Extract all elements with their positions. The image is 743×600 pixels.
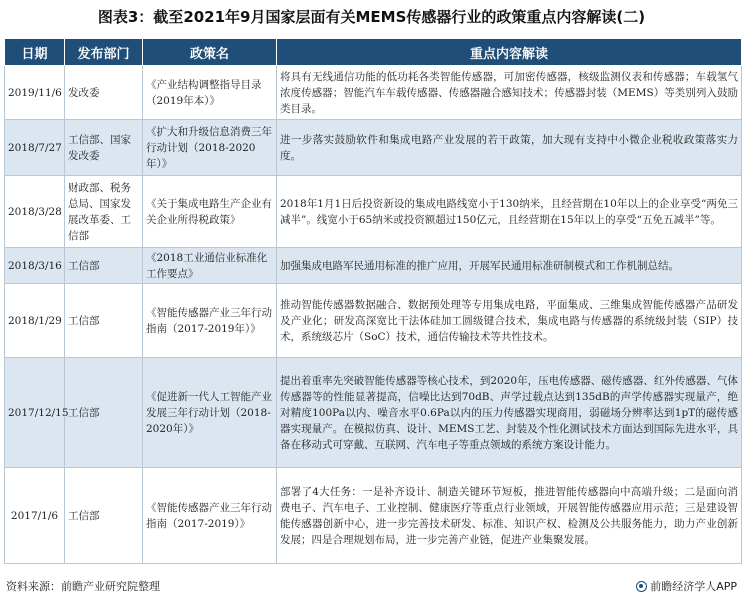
table-row (5, 176, 742, 248)
table-row (5, 248, 742, 284)
brand-credit (636, 578, 737, 594)
cell-dept: 工信部、国家发改委 (65, 120, 143, 176)
cell-content: 将具有无线通信功能的低功耗各类智能传感器，可加密传感器，核级监测仪表和传感器；车载氢气浓度传感器；智能汽车车载传感器、传感器融合感知技术；传感器封装（MEMS）等类别列入鼓励类目录。 (277, 66, 742, 120)
cell-content: 推动智能传感器数据融合、数据预处理等专用集成电路，平面集成、三维集成智能传感器产品研发及产业化；研发高深宽比干法体硅加工圆级键合技术，集成电路与传感器的系统级封装（SIP）技术，系统级芯片（SoC）技术，通信传输技术等共性技术。 (277, 284, 742, 358)
cell-content: 提出着重率先突破智能传感器等核心技术，到2020年，压电传感器、磁传感器、红外传感器、气体传感器等的性能显著提高，信噪比达到70dB、声学过载点达到135dB的声学传感器实现量产，绝对精度100Pa以内、噪音水平0.6Pa以内的压力传感器实现商用，弱磁场分辨率达到1pT的磁传感器实现量产。在模拟仿真、设计、MEMS工艺、封装及个性化测试技术方面达到国际先进水平，具备在移动式可穿戴、互联网、汽车电子等重点领域的系统方案设计能力。 (277, 358, 742, 468)
source-note: 资料来源：前瞻产业研究院整理 (6, 580, 160, 593)
cell-policy-name: 《智能传感器产业三年行动指南（2017-2019）》 (143, 468, 277, 564)
cell-date: 2017/1/6 (5, 468, 65, 564)
table-row (5, 284, 742, 358)
table-row (5, 120, 742, 176)
brand-label: 前瞻经济学人APP (650, 580, 737, 593)
cell-content: 进一步落实鼓励软件和集成电路产业发展的若干政策，加大现有支持中小微企业税收政策落实力度。 (277, 120, 742, 176)
cell-dept: 工信部 (65, 284, 143, 358)
table-header-row (5, 39, 742, 66)
cell-content: 2018年1月1日后投资新设的集成电路线宽小于130纳米，且经营期在10年以上的企业享受“两免三减半”。线宽小于65纳米或投资额超过150亿元，且经营期在15年以上的享受“五免五减半”等。 (277, 176, 742, 248)
chart-title: 图表3：截至2021年9月国家层面有关MEMS传感器行业的政策重点内容解读(二) (97, 8, 646, 26)
qianzhan-logo-icon (636, 581, 647, 592)
cell-policy-name: 《产业结构调整指导目录（2019年本）》 (143, 66, 277, 120)
cell-date: 2018/1/29 (5, 284, 65, 358)
cell-content: 加强集成电路军民通用标准的推广应用，开展军民通用标准研制模式和工作机制总结。 (277, 248, 742, 284)
cell-policy-name: 《促进新一代人工智能产业发展三年行动计划（2018-2020年）》 (143, 358, 277, 468)
cell-policy-name: 《2018工业通信业标准化工作要点》 (143, 248, 277, 284)
header-content: 重点内容解读 (277, 39, 742, 66)
header-name: 政策名 (143, 39, 277, 66)
cell-policy-name: 《扩大和升级信息消费三年行动计划（2018-2020年）》 (143, 120, 277, 176)
header-dept: 发布部门 (65, 39, 143, 66)
cell-content: 部署了4大任务：一是补齐设计、制造关键环节短板，推进智能传感器向中高端升级；二是面向消费电子、汽车电子、工业控制、健康医疗等重点行业领域，开展智能传感器应用示范；三是建设智能传感器创新中心，进一步完善技术研发、标准、知识产权、检测及公共服务能力，助力产业创新发展；四是合理规划布局，进一步完善产业链，促进产业集聚发展。 (277, 468, 742, 564)
cell-date: 2018/7/27 (5, 120, 65, 176)
cell-date: 2018/3/16 (5, 248, 65, 284)
cell-policy-name: 《智能传感器产业三年行动指南（2017-2019年）》 (143, 284, 277, 358)
cell-date: 2019/11/6 (5, 66, 65, 120)
table-row (5, 468, 742, 564)
cell-dept: 财政部、税务总局、国家发展改革委、工信部 (65, 176, 143, 248)
header-date: 日期 (5, 39, 65, 66)
cell-dept: 工信部 (65, 248, 143, 284)
cell-dept: 工信部 (65, 358, 143, 468)
cell-date: 2018/3/28 (5, 176, 65, 248)
cell-dept: 发改委 (65, 66, 143, 120)
policy-table (4, 38, 742, 564)
cell-dept: 工信部 (65, 468, 143, 564)
cell-policy-name: 《关于集成电路生产企业有关企业所得税政策》 (143, 176, 277, 248)
table-row (5, 358, 742, 468)
cell-date: 2017/12/15 (5, 358, 65, 468)
table-row (5, 66, 742, 120)
